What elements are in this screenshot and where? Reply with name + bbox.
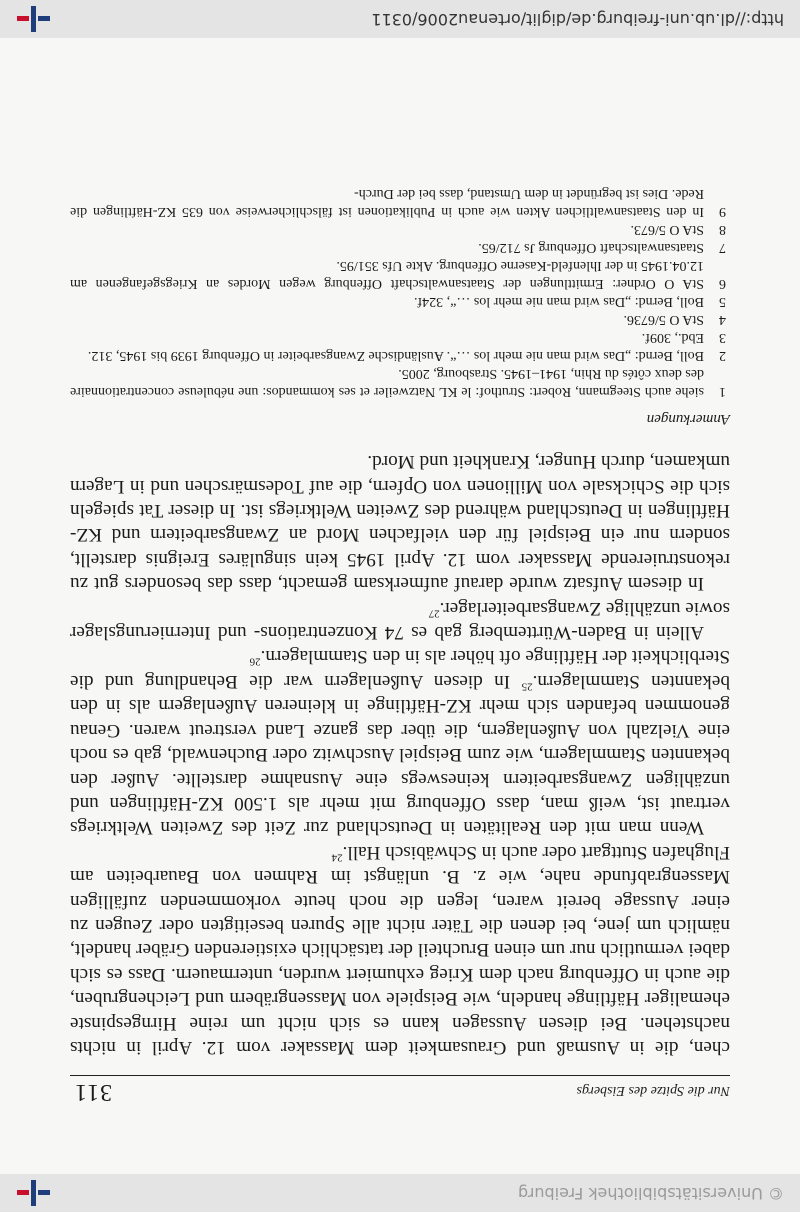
endnote: [70, 184, 730, 220]
endnotes-list: [70, 184, 730, 400]
endnote: [70, 220, 730, 238]
endnote-text: Ebd., 309f.: [641, 329, 704, 345]
endnote-text: In den Staatsanwaltlichen Akten wie auch in Publikationen ist fälschlicherweise von 635 KZ-Häftlingen die Rede. Dies ist begründet in dem Umstand, dass bei der Durch-: [70, 185, 704, 219]
endnote-text: Boll, Bernd: „Das wird man nie mehr los …“, 324f.: [413, 293, 704, 309]
footnote-ref: 25: [521, 680, 533, 693]
endnote: [70, 346, 730, 364]
footnote-ref: 26: [249, 655, 261, 668]
endnote: [70, 292, 730, 310]
endnote-text: StA O 5/6736.: [623, 311, 704, 327]
body-paragraph-3: Allein in Baden-Württemberg gab es 74 Konzentrations- und Internierungslager sowie unzählige Zwangsarbeiterlager.$^{27}$: [70, 597, 730, 644]
footnote-ref: 24: [331, 851, 343, 864]
endnote: [70, 238, 730, 256]
endnote-number: 8: [719, 221, 726, 237]
page-number: 311: [74, 1079, 113, 1105]
endnote-number: 3: [719, 329, 726, 345]
running-head: [70, 1075, 730, 1106]
endnote: [70, 310, 730, 328]
body-text: [70, 449, 730, 1059]
endnote-text: StA O 5/673.: [630, 221, 704, 237]
footnote-ref: 27: [428, 607, 440, 620]
university-logo-icon: [14, 1178, 54, 1208]
running-head-title: Nur die Spitze des Eisbergs: [576, 1083, 730, 1098]
body-paragraph-2: Wenn man mit den Realitäten in Deutschland zur Zeit des Zweiten Weltkriegs vertraut ist, weiß man, dass Offenburg mit mehr als 1.500 KZ-Häftlingen und unzähligen Zwangsarbeitern keineswegs eine Ausnahme darstellte. Außer den bekannten Stammlagern, wie zum Beispiel Auschwitz oder Buchenwald, gab es noch eine Vielzahl von Außenlagern, die über das ganze Land verstreut waren. Genau genommen befanden sich mehr KZ-Häftlinge in kleineren Außenlagern als in den bekannten Stammlagern.$^{25}$ In diesen Außenlagern war die Behandlung und die Sterblichkeit der Häftlinge oft höher als in den Stammlagern.$^{26}$: [70, 646, 730, 839]
endnote-text: Staatsanwaltschaft Offenburg Js 712/65.: [478, 239, 704, 255]
top-watermark-strip: [0, 1174, 800, 1212]
notes-heading: Anmerkungen: [646, 410, 730, 427]
endnote-text: StA O Ordner: Ermittlungen der Staatsanwaltschaft Offenburg wegen Mordes an Kriegsgefangenen am 12.04.1945 in der Ihlenfeld-Kaserne Offenburg. Akte Ufs 351/95.: [70, 257, 704, 291]
scanned-page: [0, 38, 800, 1174]
endnote: [70, 328, 730, 346]
endnote-number: 6: [719, 275, 726, 291]
source-url[interactable]: http://dl.ub.uni-freiburg.de/diglit/ortenau2006/0311: [371, 10, 784, 29]
copyright-watermark-top: © Universitätsbibliothek Freiburg: [517, 1184, 784, 1203]
endnote-number: 7: [719, 239, 726, 255]
endnote-number: 9: [719, 203, 726, 219]
body-paragraph-1: chen, die in Ausmaß und Grausamkeit dem Massaker vom 12. April in nichts nachstehen. Bei diesen Aussagen kann es sich nicht um reine Hirngespinste ehemaliger Häftlinge handeln, wie Beispiele von Massengräbern und Leichengruben, die auch in Offenburg nach dem Krieg exhumiert wurden, untermauern. Dass es sich dabei vermutlich nur um einen Bruchteil der tatsächlich existierenden Gräber handelt, nämlich um jene, bei denen die Täter nicht alle Spuren beseitigten oder Zeugen zu einer Aussage bereit waren, legen die noch heute vorkommenden zufälligen Massengrabfunde nahe, wie z. B. unlängst im Rahmen von Bauarbeiten am Flughafen Stuttgart oder auch in Schwäbisch Hall.$^{24}$: [70, 841, 730, 1058]
endnote-number: 1: [719, 383, 726, 399]
endnote: [70, 364, 730, 400]
endnote-number: 2: [719, 347, 726, 363]
bottom-url-strip: [0, 0, 800, 38]
endnote-number: 4: [719, 311, 726, 327]
endnote: [70, 256, 730, 292]
endnote-text: Boll, Bernd: „Das wird man nie mehr los …“. Ausländische Zwangsarbeiter in Offenburg 1939 bis 1945, 312.: [87, 347, 704, 363]
university-logo-icon: [14, 4, 54, 34]
endnote-text: siehe auch Steegmann, Robert: Struthof: le KL Natzweiler et ses kommandos: une nébuleuse concentrationnaire des deux côtés du Rhin, 1941–1945. Strasbourg, 2005.: [70, 365, 704, 399]
endnote-number: 5: [719, 293, 726, 309]
body-paragraph-4: In diesem Aufsatz wurde darauf aufmerksam gemacht, dass das besonders gut zu rekonstruierende Massaker vom 12. April 1945 kein singuläres Ereignis darstellt, sondern nur ein Beispiel für den vielfachen Mord an Zwangsarbeitern und KZ-Häftlingen in Deutschland während des Zweiten Weltkriegs ist. In dieser Tat spiegeln sich die Schicksale von Millionen von Opfern, die auf Todesmärschen und in Lagern umkamen, durch Hunger, Krankheit und Mord.: [70, 451, 730, 595]
